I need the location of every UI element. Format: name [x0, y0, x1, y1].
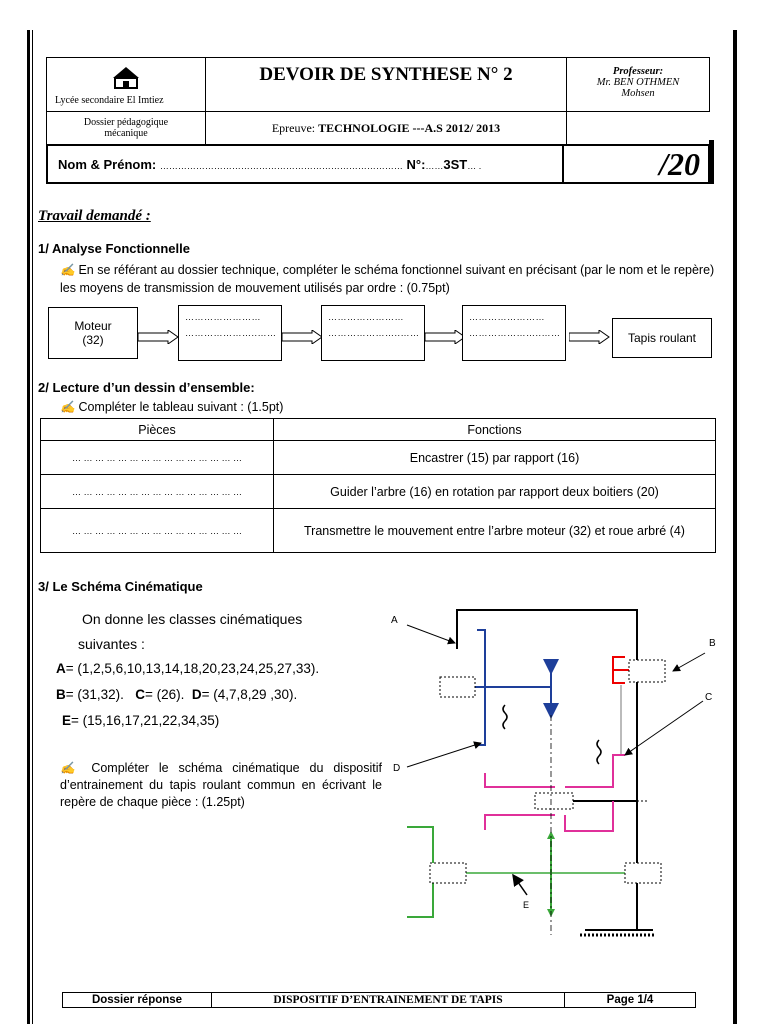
flow-arrow	[282, 330, 324, 344]
travail-heading: Travail demandé :	[38, 208, 151, 224]
table-row	[41, 509, 716, 553]
section2-instruction: Compléter le tableau suivant : (1.5pt)	[78, 400, 284, 414]
class-label: E	[62, 713, 72, 728]
name-field[interactable]	[58, 157, 481, 172]
fonction-cell: Guider l’arbre (16) en rotation par rapport deux boitiers (20)	[274, 475, 716, 509]
class-values: = (31,32).	[65, 687, 124, 702]
motor-label: Moteur	[74, 319, 112, 333]
epreuve-subject: TECHNOLOGIE ---A.S 2012/ 2013	[318, 120, 501, 135]
transmission-box-2[interactable]	[321, 305, 425, 361]
motor-box	[48, 307, 138, 359]
kinematic-diagram	[385, 605, 740, 945]
diagram-label-b: B	[709, 638, 716, 649]
school-name: Lycée secondaire El Imtiez	[55, 95, 164, 106]
flow-arrow	[569, 330, 611, 344]
epreuve-cell	[205, 111, 567, 145]
class-values: = (1,2,5,6,10,13,14,18,20,23,24,25,27,33).	[65, 661, 320, 676]
footer-left: Dossier réponse	[63, 993, 212, 1008]
class-label: D	[191, 687, 202, 702]
pointer-arrow	[513, 875, 527, 895]
motor-ref: (32)	[82, 333, 104, 347]
left-margin-bar-thin	[32, 30, 33, 1024]
column-header: Pièces	[41, 419, 274, 441]
school-logo-icon	[111, 64, 141, 90]
name-dots: ………………………………………………………………………	[159, 161, 403, 171]
blank-line: …………………..……	[328, 328, 420, 338]
score-cell	[563, 144, 710, 184]
diagram-label-d: D	[393, 763, 401, 774]
page-title: DEVOIR DE SYNTHESE N° 2	[259, 64, 513, 85]
professor-name: Mr. BEN OTHMEN	[596, 77, 680, 88]
fonction-cell: Encastrer (15) par rapport (16)	[274, 441, 716, 475]
table-row	[41, 441, 716, 475]
flow-arrow	[138, 330, 180, 344]
pieces-table	[40, 418, 716, 553]
pencil-icon: ✍	[60, 761, 82, 775]
spring-icon	[503, 705, 507, 729]
class-values: = (26).	[144, 687, 185, 702]
blank-line: …………………..……	[469, 328, 561, 338]
class-c-pink	[485, 755, 625, 831]
frame-a	[457, 610, 740, 935]
class-bcd-line	[56, 687, 297, 702]
fonction-cell: Transmettre le mouvement entre l’arbre moteur (32) et roue arbré (4)	[274, 509, 716, 553]
class-values: = (4,7,8,29 ,30).	[201, 687, 298, 702]
blank-line: …………………..……	[185, 328, 277, 338]
blank-line: ……………………	[328, 312, 404, 322]
professor-label: Professeur:	[612, 66, 664, 77]
pointer-arrow	[407, 743, 481, 767]
professor-cell	[566, 57, 710, 112]
section3-instruction: Compléter le schéma cinématique du dispositif d’entrainement du tapis roulant commun en écrivant le repère de chaque pièce : (1.25pt)	[60, 761, 382, 809]
section2-title: 2/ Lecture d’un dessin d’ensemble:	[38, 380, 255, 395]
section1-instruction: En se référant au dossier technique, compléter le schéma fonctionnel suivant en précisant (par le nom et le repère) les moyens de transmission de mouvement utilisés par ordre : (0.75pt)	[60, 263, 715, 295]
left-margin-bar	[27, 30, 30, 1024]
diagram-label-c: C	[705, 692, 713, 703]
class-dots: … .	[467, 161, 482, 171]
footer	[62, 992, 696, 1008]
section1-title: 1/ Analyse Fonctionnelle	[38, 241, 190, 256]
school-cell	[46, 57, 206, 112]
name-row[interactable]	[46, 144, 564, 184]
professor-firstname: Mohsen	[621, 88, 655, 99]
section2-instruction-block	[60, 400, 283, 414]
score-label: /20	[659, 146, 700, 182]
class-a-line	[56, 661, 319, 676]
section1-instruction-block	[60, 261, 722, 297]
class-label: C	[135, 687, 145, 702]
spring-icon	[597, 740, 601, 764]
section3-instruction-block	[60, 760, 382, 811]
class-values: = (15,16,17,21,22,34,35)	[71, 713, 220, 728]
pencil-icon: ✍	[60, 263, 75, 277]
diagram-label-e: E	[523, 900, 530, 910]
piece-cell[interactable]: … … … … … … … … … … … … … … …	[41, 475, 274, 509]
section3-title: 3/ Le Schéma Cinématique	[38, 579, 203, 594]
number-dots: ……	[425, 161, 444, 171]
diagram-label-a: A	[391, 615, 398, 626]
table-row	[41, 475, 716, 509]
dossier-label: Dossier pédagogique mécanique	[83, 117, 169, 139]
dossier-cell	[46, 111, 206, 145]
epreuve-prefix: Epreuve:	[271, 120, 316, 135]
section3-intro2: suivantes :	[78, 636, 145, 652]
piece-cell[interactable]: … … … … … … … … … … … … … … …	[41, 509, 274, 553]
tapis-label: Tapis roulant	[627, 331, 697, 345]
title-cell	[205, 57, 567, 112]
blank-line: ……………………	[185, 312, 261, 322]
score-shadow	[709, 140, 714, 184]
tapis-box	[612, 318, 712, 358]
name-label: Nom & Prénom:	[58, 157, 157, 172]
class-label: 3ST	[443, 157, 468, 172]
transmission-box-3[interactable]	[462, 305, 566, 361]
blank-line: ……………………	[469, 312, 545, 322]
section3-intro1: On donne les classes cinématiques	[82, 611, 303, 627]
class-label: B	[56, 687, 66, 702]
flow-arrow	[425, 330, 467, 344]
class-label: A	[56, 661, 66, 676]
pointer-arrow	[673, 653, 705, 671]
footer-title: DISPOSITIF D’ENTRAINEMENT DE TAPIS	[212, 993, 565, 1008]
column-header: Fonctions	[274, 419, 716, 441]
number-label: N°:	[406, 157, 426, 172]
class-e-line	[62, 713, 219, 728]
pointer-arrow	[407, 625, 455, 643]
class-e-green	[407, 827, 661, 917]
transmission-box-1[interactable]	[178, 305, 282, 361]
footer-page: Page 1/4	[565, 993, 696, 1008]
piece-cell[interactable]: … … … … … … … … … … … … … … …	[41, 441, 274, 475]
pencil-icon: ✍	[60, 400, 75, 414]
class-b-red	[613, 657, 665, 755]
